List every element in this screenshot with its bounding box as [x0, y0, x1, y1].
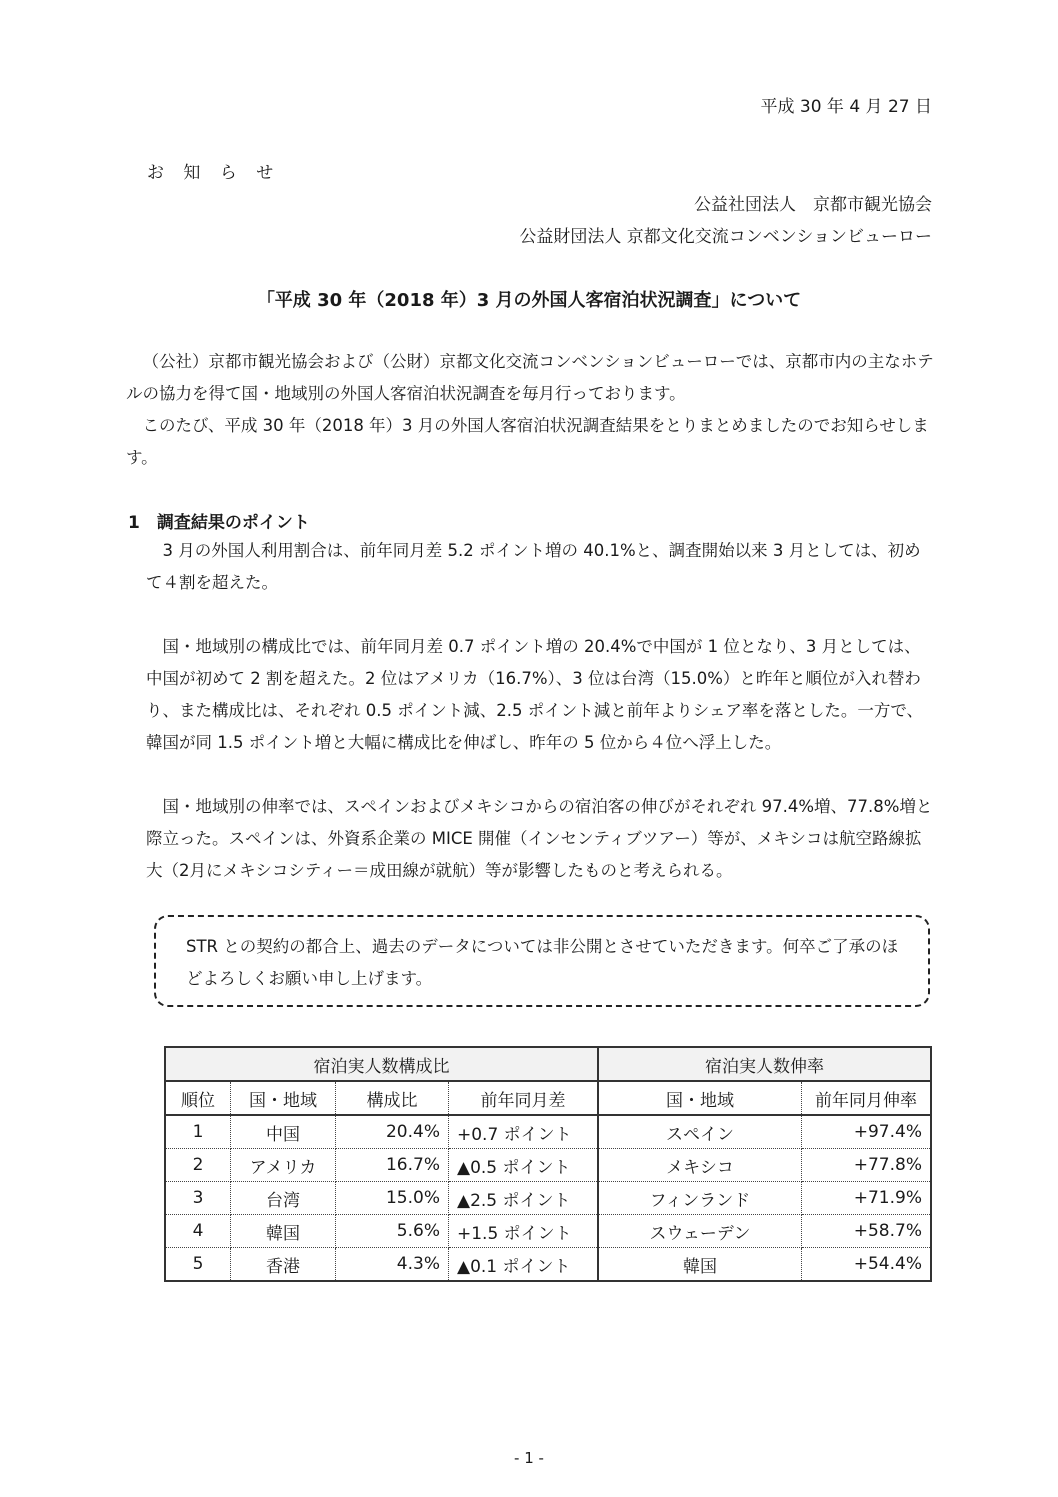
cell-growth: +77.8%	[802, 1149, 932, 1182]
cell-country: アメリカ	[231, 1149, 336, 1182]
cell-rank: 5	[165, 1248, 231, 1282]
cell-growth: +54.4%	[802, 1248, 932, 1282]
col-header-share: 構成比	[336, 1081, 449, 1115]
section-heading: 1 調査結果のポイント	[128, 513, 310, 533]
cell-growth: +58.7%	[802, 1215, 932, 1248]
stats-table	[164, 1046, 932, 1282]
table-header-row	[165, 1081, 931, 1115]
cell-rank: 2	[165, 1149, 231, 1182]
table-group-header-row	[165, 1047, 931, 1081]
cell-growth: +71.9%	[802, 1182, 932, 1215]
cell-diff: +0.7 ポイント	[449, 1115, 599, 1149]
col-header-country: 国・地域	[231, 1081, 336, 1115]
section-paragraph-3: 国・地域別の伸率では、スペインおよびメキシコからの宿泊客の伸びがそれぞれ 97.4%増、77.8%増と際立った。スペインは、外資系企業の MICE 開催（インセンティブツアー）等が、メキシコは航空路線拡大（2月にメキシコシティー＝成田線が就航）等が影響したものと考えられる。	[146, 797, 933, 880]
col-header-growth: 前年同月伸率	[802, 1081, 932, 1115]
col-header-diff: 前年同月差	[449, 1081, 599, 1115]
group-header-growth: 宿泊実人数伸率	[598, 1047, 931, 1081]
disclaimer-text: STR との契約の都合上、過去のデータについては非公開とさせていただきます。何卒ご了承のほどよろしくお願い申し上げます。	[186, 937, 899, 988]
issuer-tourism-association: 公益社団法人 京都市観光協会	[694, 195, 932, 215]
col-header-rank: 順位	[165, 1081, 231, 1115]
page-number: - 1 -	[514, 1449, 544, 1467]
cell-share: 15.0%	[336, 1182, 449, 1215]
section-paragraph-1: 3 月の外国人利用割合は、前年同月差 5.2 ポイント増の 40.1%と、調査開始以来 3 月としては、初めて４割を超えた。	[146, 541, 921, 592]
cell-growth-country: スペイン	[598, 1115, 802, 1149]
cell-growth-country: スウェーデン	[598, 1215, 802, 1248]
cell-growth-country: 韓国	[598, 1248, 802, 1282]
cell-country: 韓国	[231, 1215, 336, 1248]
cell-share: 4.3%	[336, 1248, 449, 1282]
disclaimer-box	[154, 915, 930, 1007]
table-row	[165, 1115, 931, 1149]
cell-share: 20.4%	[336, 1115, 449, 1149]
cell-growth-country: メキシコ	[598, 1149, 802, 1182]
section-paragraph-2: 国・地域別の構成比では、前年同月差 0.7 ポイント増の 20.4%で中国が 1 位となり、3 月としては、中国が初めて 2 割を超えた。2 位はアメリカ（16.7%）、3 位は台湾（15.0%）と昨年と順位が入れ替わり、また構成比は、それぞれ 0.5 ポイント減、2.5 ポイント減と前年よりシェア率を落とした。一方で、韓国が同 1.5 ポイント増と大幅に構成比を伸ばし、昨年の 5 位から４位へ浮上した。	[146, 637, 924, 752]
group-header-share: 宿泊実人数構成比	[165, 1047, 598, 1081]
cell-rank: 3	[165, 1182, 231, 1215]
notice-label: お 知 ら せ	[147, 163, 281, 183]
cell-growth-country: フィンランド	[598, 1182, 802, 1215]
cell-country: 台湾	[231, 1182, 336, 1215]
intro-paragraph-1: （公社）京都市観光協会および（公財）京都文化交流コンベンションビューローでは、京都市内の主なホテルの協力を得て国・地域別の外国人客宿泊状況調査を毎月行っております。	[126, 352, 934, 403]
document-date: 平成 30 年 4 月 27 日	[760, 97, 932, 117]
cell-share: 5.6%	[336, 1215, 449, 1248]
table-row	[165, 1215, 931, 1248]
cell-country: 中国	[231, 1115, 336, 1149]
table-row	[165, 1149, 931, 1182]
cell-rank: 4	[165, 1215, 231, 1248]
cell-diff: ▲0.5 ポイント	[449, 1149, 599, 1182]
cell-country: 香港	[231, 1248, 336, 1282]
col-header-growth-country: 国・地域	[598, 1081, 802, 1115]
cell-diff: ▲0.1 ポイント	[449, 1248, 599, 1282]
document-title: 「平成 30 年（2018 年）3 月の外国人客宿泊状況調査」について	[256, 290, 802, 311]
cell-growth: +97.4%	[802, 1115, 932, 1149]
issuer-convention-bureau: 公益財団法人 京都文化交流コンベンションビューロー	[519, 227, 932, 247]
cell-diff: ▲2.5 ポイント	[449, 1182, 599, 1215]
intro-paragraph-2: このたび、平成 30 年（2018 年）3 月の外国人客宿泊状況調査結果をとりまとめましたのでお知らせします。	[126, 416, 929, 467]
table-row	[165, 1248, 931, 1282]
cell-share: 16.7%	[336, 1149, 449, 1182]
table-row	[165, 1182, 931, 1215]
cell-diff: +1.5 ポイント	[449, 1215, 599, 1248]
cell-rank: 1	[165, 1115, 231, 1149]
